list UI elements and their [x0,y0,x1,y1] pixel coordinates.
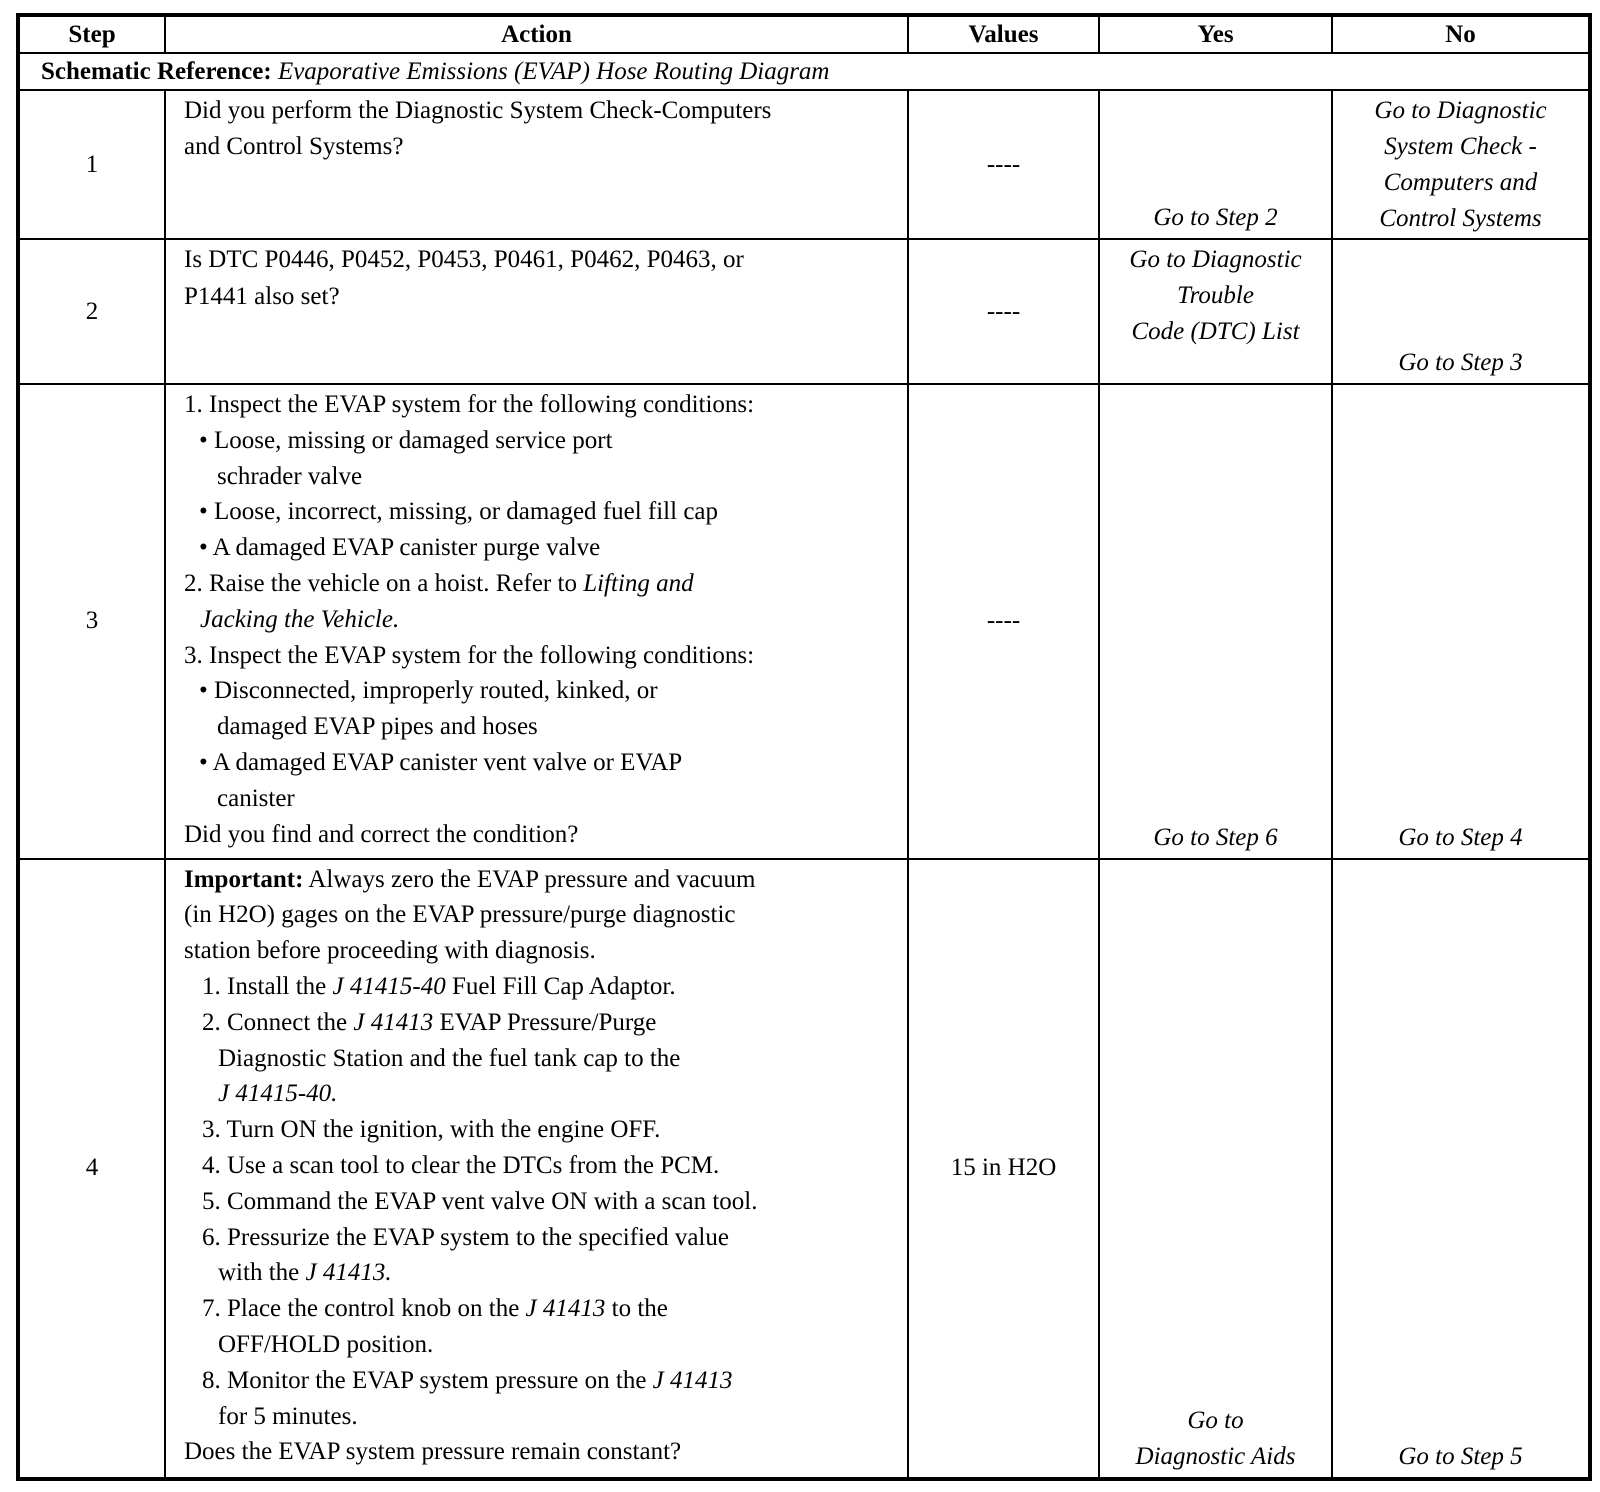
schematic-row [18,53,1590,89]
action-cell [165,90,908,240]
schematic-label: Schematic Reference: [41,57,272,85]
important-label: Important: [184,865,304,893]
tool-link[interactable]: J 41413 [525,1295,606,1323]
no-cell [1332,239,1590,384]
important-text: (in H2O) gages on the EVAP pressure/purge diagnostic [184,901,736,929]
action-text: 1. Install the [202,972,333,1000]
bullet-item: • A damaged EVAP canister vent valve or EVAP [199,749,683,776]
header-yes: Yes [1099,15,1332,53]
value-cell: ---- [908,239,1099,384]
no-link[interactable]: Control Systems [1379,204,1542,232]
table-row [18,384,1590,859]
action-step [184,1363,907,1399]
step-number: 1 [18,90,165,240]
action-question: Does the EVAP system pressure remain constant? [184,1438,682,1466]
action-step [184,969,907,1005]
action-step-continuation: OFF/HOLD position. [218,1330,434,1358]
action-step: 3. Turn ON the ignition, with the engine OFF. [202,1116,661,1144]
no-link[interactable]: System Check - [1384,132,1537,160]
table-row [18,239,1590,384]
tool-link[interactable]: J 41413 [353,1008,434,1036]
yes-link[interactable]: Go to [1187,1407,1244,1434]
yes-cell [1099,90,1332,240]
bullet-item: • A damaged EVAP canister purge valve [199,534,601,562]
yes-link[interactable]: Diagnostic Aids [1135,1443,1296,1470]
value-cell: ---- [908,90,1099,240]
bullet-item: • Loose, missing or damaged service port [199,426,613,454]
action-text: 2. Connect the [202,1008,354,1036]
no-link[interactable]: Go to Step 4 [1398,823,1523,851]
yes-link[interactable]: Go to Step 6 [1153,823,1278,851]
action-text: 8. Monitor the EVAP system pressure on the [202,1366,653,1394]
tool-link[interactable]: J 41413 [652,1366,733,1394]
schematic-reference [18,53,1590,89]
action-step: 5. Command the EVAP vent valve ON with a scan tool. [202,1187,758,1215]
no-link[interactable]: Computers and [1383,168,1538,196]
action-text: 2. Raise the vehicle on a hoist. Refer to [184,570,584,598]
no-cell [1332,384,1590,859]
action-text: with the [218,1259,306,1287]
value-cell: ---- [908,384,1099,859]
action-step: 4. Use a scan tool to clear the DTCs from the PCM. [202,1151,720,1179]
action-line: and Control Systems? [184,133,404,161]
action-cell [165,239,908,384]
value-cell: 15 in H2O [908,859,1099,1479]
action-step [184,1291,907,1327]
yes-link[interactable]: Go to Step 2 [1153,204,1278,232]
action-text: 7. Place the control knob on the [202,1295,526,1323]
yes-cell [1099,859,1332,1479]
action-line: P1441 also set? [184,282,340,310]
action-line: Is DTC P0446, P0452, P0453, P0461, P0462, P0463, or [184,246,744,274]
yes-link[interactable]: Trouble [1177,282,1254,310]
bullet-continuation: damaged EVAP pipes and hoses [217,713,538,741]
tool-link[interactable]: J 41415-40 [332,972,446,1000]
action-question: Did you find and correct the condition? [184,820,579,848]
table-row [18,859,1590,1479]
no-cell [1332,90,1590,240]
action-step-continuation: for 5 minutes. [218,1402,358,1430]
schematic-link[interactable]: Evaporative Emissions (EVAP) Hose Routing Diagram [277,57,830,85]
action-step: 6. Pressurize the EVAP system to the specified value [202,1223,729,1251]
no-cell [1332,859,1590,1479]
action-line: 3. Inspect the EVAP system for the following conditions: [184,641,755,669]
step-number: 3 [18,384,165,859]
step-number: 2 [18,239,165,384]
header-no: No [1332,15,1590,53]
tool-link[interactable]: J 41413. [305,1259,392,1287]
bullet-item: • Disconnected, improperly routed, kinked, or [199,677,658,705]
action-line: 1. Inspect the EVAP system for the following conditions: [184,391,755,419]
important-note [184,862,907,898]
action-line [184,566,907,602]
header-row [18,15,1590,53]
no-link[interactable]: Go to Step 5 [1398,1443,1523,1470]
yes-link[interactable]: Code (DTC) List [1131,318,1300,346]
yes-cell [1099,239,1332,384]
action-text: EVAP Pressure/Purge [433,1008,657,1036]
lifting-link-continuation[interactable]: Jacking the Vehicle. [200,605,400,633]
action-cell [165,384,908,859]
header-values: Values [908,15,1099,53]
lifting-link[interactable]: Lifting and [583,570,694,598]
action-step-continuation: Diagnostic Station and the fuel tank cap to the [218,1044,681,1072]
bullet-continuation: canister [217,784,295,812]
step-number: 4 [18,859,165,1479]
header-step: Step [18,15,165,53]
header-action: Action [165,15,908,53]
no-link[interactable]: Go to Step 3 [1398,349,1523,377]
action-step-continuation [184,1255,907,1291]
important-text: Always zero the EVAP pressure and vacuum [303,865,756,893]
diagnostic-table [16,13,1592,1481]
bullet-continuation: schrader valve [217,462,363,490]
yes-link[interactable]: Go to Diagnostic [1129,246,1302,274]
action-step [184,1005,907,1041]
no-link[interactable]: Go to Diagnostic [1374,96,1547,124]
yes-cell [1099,384,1332,859]
important-text: station before proceeding with diagnosis. [184,937,596,965]
tool-link[interactable]: J 41415-40. [218,1080,338,1108]
action-text: Fuel Fill Cap Adaptor. [445,972,676,1000]
action-text: to the [605,1295,668,1323]
action-cell [165,859,908,1479]
action-line: Did you perform the Diagnostic System Check-Computers [184,96,772,124]
table-row [18,90,1590,240]
bullet-item: • Loose, incorrect, missing, or damaged fuel fill cap [199,498,719,526]
